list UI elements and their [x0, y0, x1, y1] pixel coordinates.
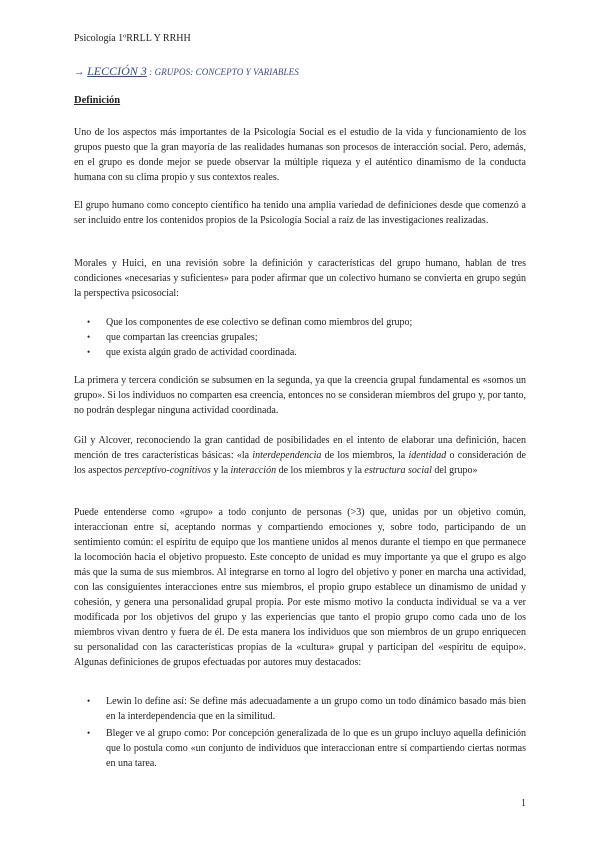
bullet-icon: •	[87, 317, 91, 327]
bullet-icon: •	[87, 728, 91, 738]
bullet-icon: •	[87, 696, 91, 706]
paragraph-6: Puede entenderse como «grupo» a todo conjunto de personas (>3) que, unidas por un objetivo común, interaccionan entre sí, aceptando normas y compartiendo emociones y, sobre todo, participando de un sentimiento común: el espíritu de equipo que los mantiene unidos al menos durante el tiempo en que permanece la locomoción hacia el objetivo propuesto. Este concepto de unidad es muy importante ya que el grupo es algo más que la suma de sus miembros. Al integrarse en torno al logro del objetivo y poner en marcha una actividad, con las consiguientes interacciones entre sus miembros, el propio grupo establece un dinamismo de unidad y cohesión, y genera una personalidad grupal propia. Por este mismo motivo la conducta individual se va a ver modificada por los objetivos del grupo y las experiencias que tanto el propio grupo como cada uno de los miembros vivan dentro y fuera de él. De esta manera los individuos que son miembros de un grupo enriquecen su personalidad con las características propias de la «cultura» grupal y participan del «espíritu de equipo». Algunas definiciones de grupos efectuadas por autores muy destacados:	[74, 507, 526, 668]
list-item: • Bleger ve al grupo como: Por concepción generalizada de lo que es un grupo incluyo aquella definición que lo postula como «un conjunto de individuos que interaccionan entre sí compartiendo ciertas normas en una tarea.	[87, 728, 526, 769]
list-item: • Que los componentes de ese colectivo se definan como miembros del grupo;	[87, 317, 413, 328]
lesson-number: LECCIÓN 3	[87, 64, 147, 78]
definitions-list	[74, 694, 526, 771]
lesson-title	[74, 64, 299, 79]
paragraph-1: Uno de los aspectos más importantes de la Psicología Social es el estudio de la vida y funcionamiento de los grupos puesto que la gran mayoría de las realidades humanas son procesos de interacción social. Pero, además, en el grupo es donde mejor se puede observar la múltiple riqueza y el auténtico dinamismo de la conducta humana con su clima propio y sus contextos reales.	[74, 127, 526, 183]
page-number: 1	[521, 798, 526, 809]
running-header: Psicología 1ºRRLL Y RRHH	[74, 33, 191, 44]
bullet-icon: •	[87, 332, 91, 342]
list-item: • que compartan las creencias grupales;	[87, 332, 258, 343]
arrow-icon: →	[74, 67, 85, 78]
list-item: • que exista algún grado de actividad coordinada.	[87, 347, 297, 358]
conditions-list	[74, 315, 526, 360]
paragraph-3: Morales y Huici, en una revisión sobre la definición y características del grupo humano, hablan de tres condiciones «necesarias y suficientes» para poder afirmar que un colectivo humano se convierta en grupo según la perspectiva psicosocial:	[74, 258, 526, 299]
list-item: • Lewin lo define así: Se define más adecuadamente a un grupo como un todo dinámico basado más bien en la interdependencia que en la similitud.	[87, 696, 526, 722]
paragraph-5: Gil y Alcover, reconociendo la gran cantidad de posibilidades en el intento de elaborar una definición, hacen mención de tres características básicas: «la interdependencia de los miembros, la identidad o consideración de los aspectos perceptivo-cognitivos y la interacción de los miembros y la estructura social del grupo»	[74, 435, 526, 476]
lesson-subtitle: : GRUPOS: CONCEPTO Y VARIABLES	[146, 67, 299, 77]
paragraph-4: La primera y tercera condición se subsumen en la segunda, ya que la creencia grupal fundamental es «somos un grupo». Si los individuos no comparten esa creencia, entonces no se consideran miembros del grupo y, por tanto, no podrán desplegar ninguna actividad coordinada.	[74, 375, 526, 416]
bullet-icon: •	[87, 347, 91, 357]
paragraph-2: El grupo humano como concepto científico ha tenido una amplia variedad de definiciones desde que comenzó a ser incluido entre los contenidos propios de la Psicología Social a raíz de las investigaciones realizadas.	[74, 200, 526, 226]
section-heading: Definición	[74, 95, 121, 106]
